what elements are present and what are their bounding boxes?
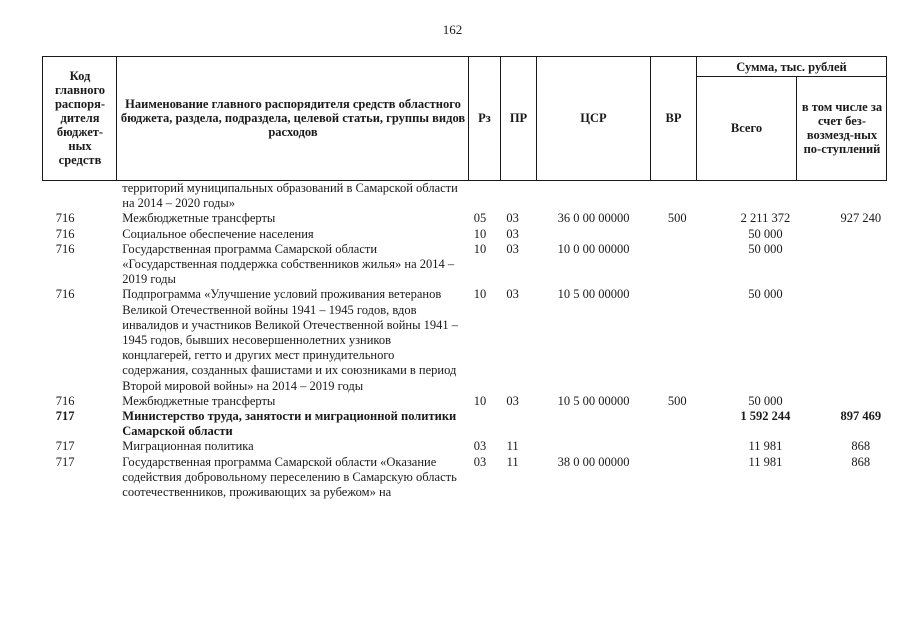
page-number: 162 bbox=[442, 22, 463, 37]
header-name: Наименование главного распорядителя средств областного бюджета, раздела, подраздела, целевой статьи, группы видов расходов bbox=[120, 97, 466, 139]
cell-rz bbox=[465, 181, 496, 211]
cell-rz: 05 bbox=[473, 211, 487, 226]
cell-pr: 03 bbox=[506, 241, 519, 256]
cell-code: 717 bbox=[55, 439, 75, 454]
cell-total: 11 981 bbox=[748, 454, 783, 469]
cell-free bbox=[817, 227, 905, 242]
cell-free: 868 bbox=[851, 454, 871, 469]
cell-csr: 10 0 00 00000 bbox=[557, 241, 630, 256]
cell-code: 716 bbox=[55, 226, 75, 241]
table-body bbox=[0, 181, 905, 500]
table-row bbox=[0, 455, 905, 501]
cell-vr bbox=[653, 181, 701, 211]
cell-free bbox=[817, 242, 905, 288]
header-csr: ЦСР bbox=[580, 111, 607, 125]
cell-pr: 03 bbox=[506, 393, 519, 408]
header-code: Код главного распоря-дителя бюджет-ных средств bbox=[54, 69, 106, 167]
header-vr: ВР bbox=[665, 111, 682, 125]
cell-free: 897 469 bbox=[840, 409, 882, 424]
cell-csr bbox=[536, 227, 651, 242]
cell-csr: 10 5 00 00000 bbox=[557, 287, 630, 302]
cell-pr bbox=[495, 181, 530, 211]
table-row bbox=[0, 181, 905, 211]
cell-code: 717 bbox=[55, 409, 75, 424]
cell-code bbox=[44, 181, 86, 211]
cell-name: Межбюджетные трансферты bbox=[122, 393, 276, 408]
cell-rz: 10 bbox=[473, 393, 487, 408]
cell-total: 50 000 bbox=[748, 241, 783, 256]
col-line-0 bbox=[42, 56, 43, 181]
cell-pr: 03 bbox=[506, 287, 519, 302]
cell-pr: 03 bbox=[506, 211, 519, 226]
cell-rz bbox=[465, 409, 496, 439]
cell-free bbox=[817, 394, 905, 409]
cell-pr: 03 bbox=[506, 226, 519, 241]
cell-total: 50 000 bbox=[748, 393, 783, 408]
cell-name: территорий муниципальных образований в Самарской области на 2014 – 2020 годы» bbox=[122, 181, 458, 211]
cell-name: Социальное обеспечение населения bbox=[122, 226, 314, 241]
table-row bbox=[0, 394, 905, 409]
cell-csr bbox=[536, 181, 651, 211]
header-total: Всего bbox=[730, 121, 763, 135]
cell-total: 50 000 bbox=[748, 226, 783, 241]
cell-rz: 10 bbox=[473, 226, 487, 241]
cell-name: Министерство труда, занятости и миграционной политики Самарской области bbox=[122, 409, 457, 439]
cell-code: 716 bbox=[55, 211, 75, 226]
cell-free bbox=[817, 181, 905, 211]
cell-code: 717 bbox=[55, 454, 75, 469]
cell-rz: 10 bbox=[473, 241, 487, 256]
cell-rz: 03 bbox=[473, 439, 487, 454]
cell-vr: 500 bbox=[667, 211, 687, 226]
col-line-1 bbox=[116, 56, 117, 181]
cell-vr bbox=[653, 439, 701, 454]
table-row bbox=[0, 287, 905, 393]
cell-csr bbox=[536, 409, 651, 439]
cell-name: Миграционная политика bbox=[122, 439, 254, 454]
cell-pr: 11 bbox=[506, 454, 519, 469]
table-row bbox=[0, 211, 905, 226]
cell-pr bbox=[495, 409, 530, 439]
header-sum: Сумма, тыс. рублей bbox=[736, 59, 847, 74]
cell-vr: 500 bbox=[667, 393, 687, 408]
cell-vr bbox=[653, 287, 701, 393]
table-row bbox=[0, 227, 905, 242]
cell-free bbox=[817, 287, 905, 393]
sum-divider bbox=[696, 76, 887, 77]
table-row bbox=[0, 409, 905, 439]
cell-vr bbox=[653, 455, 701, 501]
header-rz-cell: Рз bbox=[478, 111, 491, 125]
cell-total: 2 211 372 bbox=[740, 211, 791, 226]
col-line-8 bbox=[886, 56, 887, 181]
cell-csr: 10 5 00 00000 bbox=[557, 393, 630, 408]
cell-total: 11 981 bbox=[748, 439, 783, 454]
cell-csr: 38 0 00 00000 bbox=[557, 454, 630, 469]
cell-code: 716 bbox=[55, 393, 75, 408]
cell-vr bbox=[653, 409, 701, 439]
cell-name: Межбюджетные трансферты bbox=[122, 211, 276, 226]
cell-free: 868 bbox=[851, 439, 871, 454]
cell-code: 716 bbox=[55, 287, 75, 302]
cell-total: 50 000 bbox=[748, 287, 783, 302]
cell-rz: 10 bbox=[473, 287, 487, 302]
header-pr: ПР bbox=[509, 111, 528, 125]
cell-name: Государственная программа Самарской области «Оказание содействия добровольному переселению в Самарскую область соотечественников, проживающих за рубежом» на bbox=[122, 454, 457, 500]
table-row bbox=[0, 242, 905, 288]
cell-csr: 36 0 00 00000 bbox=[557, 211, 630, 226]
cell-name: Государственная программа Самарской области «Государственная поддержка собственников жилья» на 2014 – 2019 годы bbox=[122, 241, 455, 287]
cell-pr: 11 bbox=[506, 439, 519, 454]
cell-code: 716 bbox=[55, 241, 75, 256]
table-row bbox=[0, 439, 905, 454]
header-free: в том числе за счет без-возмезд-ных по-ступлений bbox=[801, 100, 883, 156]
cell-total: 1 592 244 bbox=[740, 409, 791, 424]
cell-name: Подпрограмма «Улучшение условий проживания ветеранов Великой Отечественной войны 1941 – 1945 годов, вдов инвалидов и участников Великой Отечественной войны 1941 – 1945 годов, бывших несовершеннолетних узников концлагерей, гетто и других мест принудительного содержания, созданных фашистами и их союзниками в период Второй мировой войны» на 2014 – 2019 годы bbox=[122, 287, 458, 393]
col-line-7 bbox=[796, 76, 797, 181]
cell-vr bbox=[653, 242, 701, 288]
cell-free: 927 240 bbox=[840, 211, 882, 226]
cell-total bbox=[719, 181, 811, 211]
cell-vr bbox=[653, 227, 701, 242]
cell-rz: 03 bbox=[473, 454, 487, 469]
cell-csr bbox=[536, 439, 651, 454]
